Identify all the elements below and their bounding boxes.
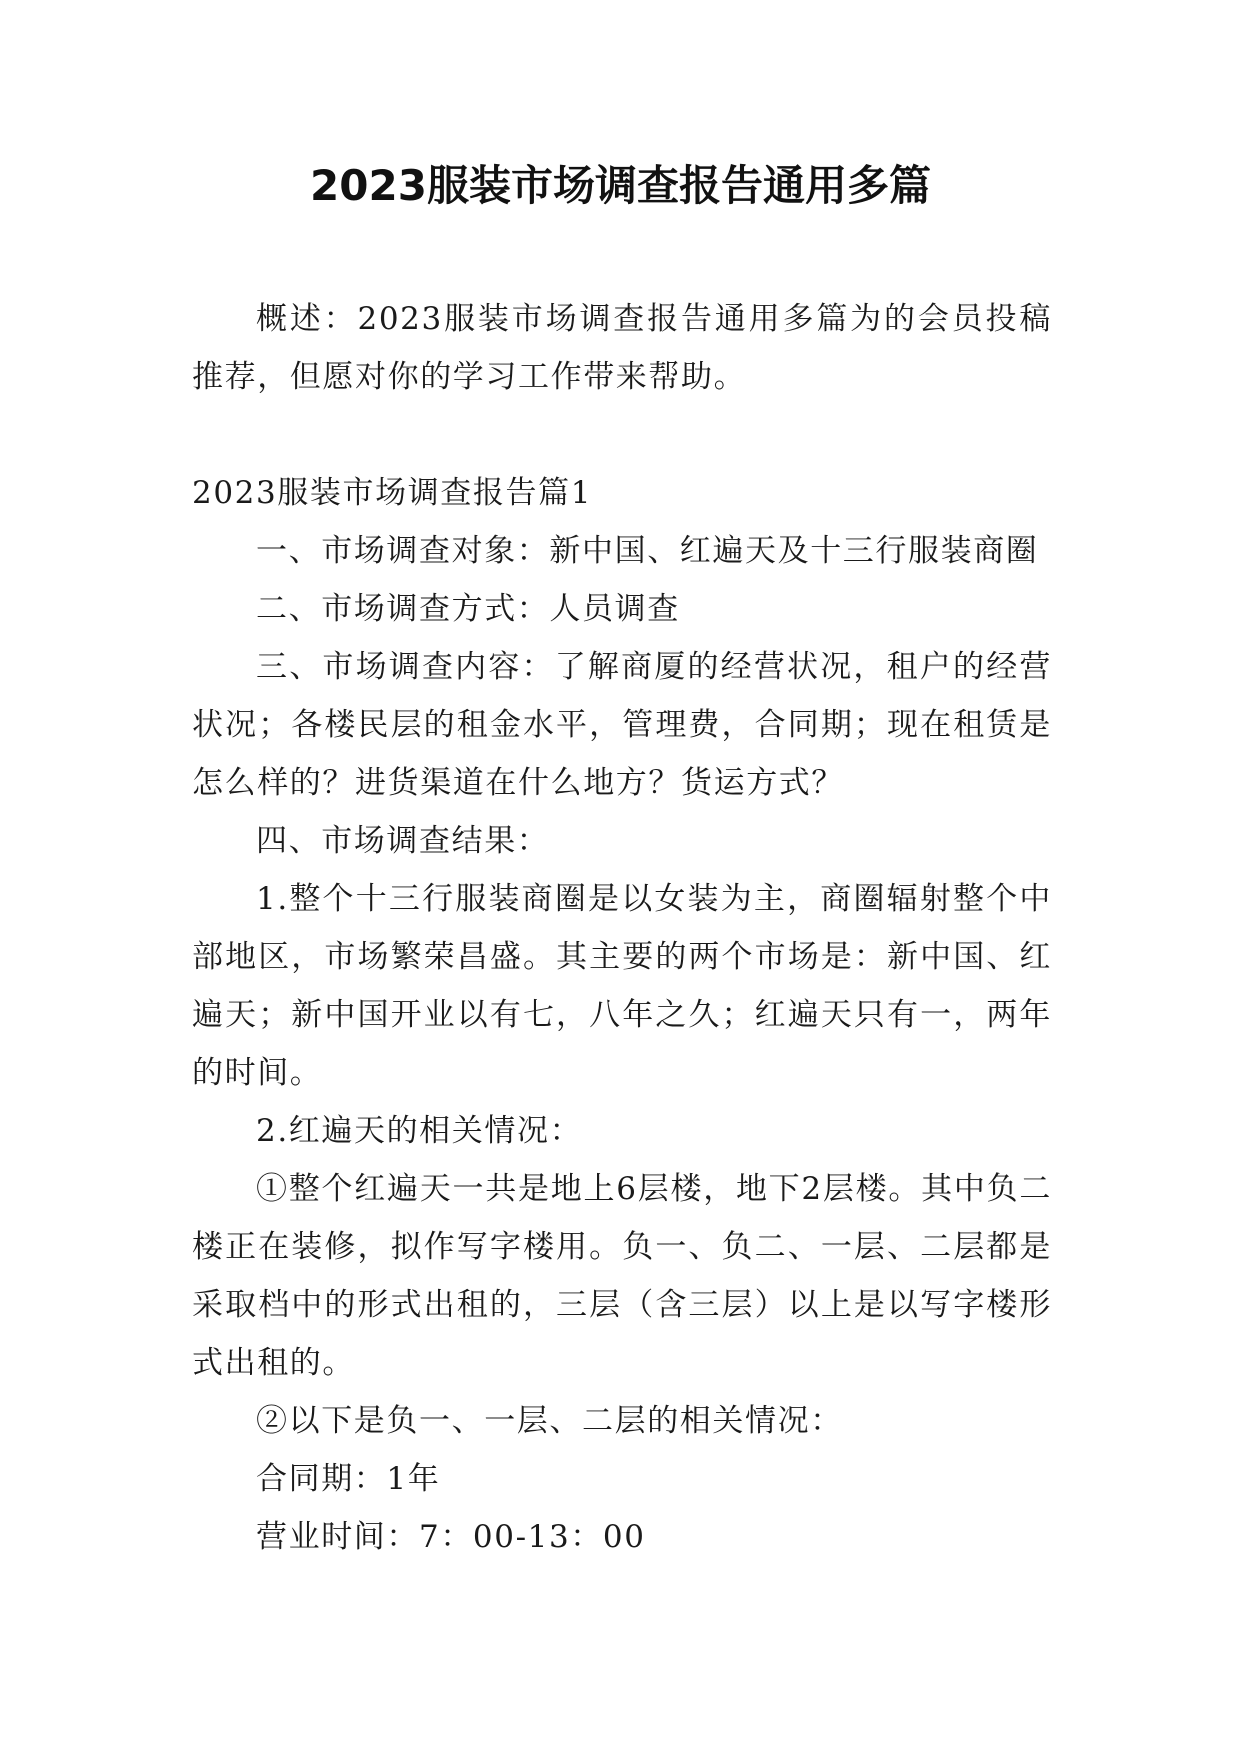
paragraph-floor-overview: ①整个红遍天一共是地上6层楼，地下2层楼。其中负二楼正在装修，拟作写字楼用。负一、负二、一层、二层都是采取档中的形式出租的，三层（含三层）以上是以写字楼形式出租的。: [192, 1171, 1052, 1381]
paragraph-survey-content: 三、市场调查内容：了解商厦的经营状况，租户的经营状况；各楼民层的租金水平，管理费，合同期；现在租赁是怎么样的？进货渠道在什么地方？货运方式？: [192, 649, 1052, 801]
paragraph-floor-details-heading: ②以下是负一、一层、二层的相关情况：: [256, 1403, 843, 1439]
document-body: [192, 290, 1052, 1566]
paragraph-contract-period: 合同期：1年: [256, 1461, 441, 1497]
paragraph-result-2-heading: 2.红遍天的相关情况：: [256, 1113, 583, 1149]
document-title: 2023服装市场调查报告通用多篇: [310, 161, 931, 210]
section-heading: 2023服装市场调查报告篇1: [192, 475, 593, 511]
paragraph-business-hours: 营业时间：7：00-13：00: [256, 1519, 646, 1555]
paragraph-survey-results-heading: 四、市场调查结果：: [256, 823, 550, 859]
paragraph-result-1: 1.整个十三行服装商圈是以女装为主，商圈辐射整个中部地区，市场繁荣昌盛。其主要的两个市场是：新中国、红遍天；新中国开业以有七，八年之久；红遍天只有一，两年的时间。: [192, 881, 1052, 1091]
paragraph-survey-object: 一、市场调查对象：新中国、红遍天及十三行服装商圈: [256, 533, 1039, 569]
paragraph-survey-method: 二、市场调查方式：人员调查: [256, 591, 680, 627]
summary-paragraph: 概述：2023服装市场调查报告通用多篇为的会员投稿推荐，但愿对你的学习工作带来帮助。: [192, 301, 1052, 395]
